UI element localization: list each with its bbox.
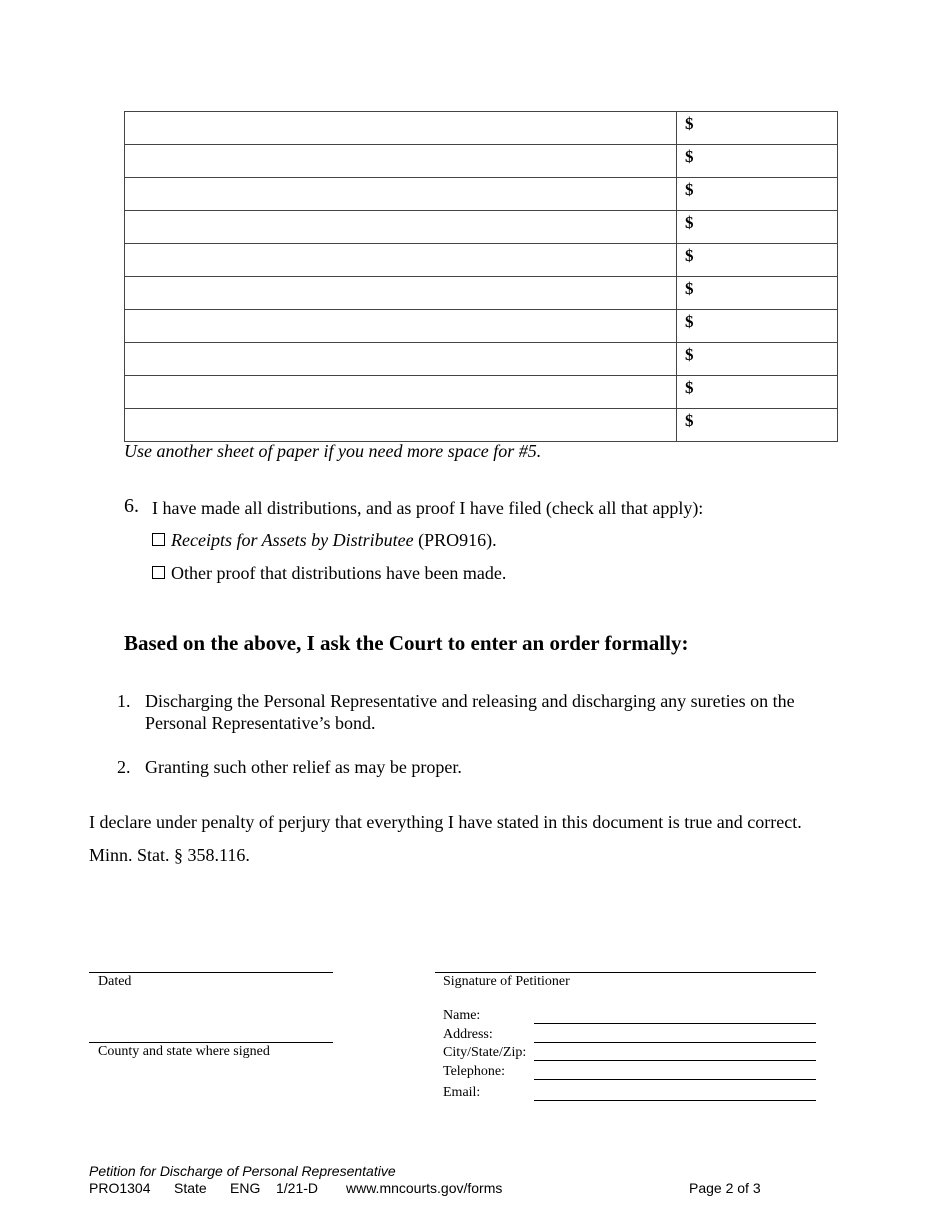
amount-cell[interactable] (677, 211, 838, 244)
currency-symbol: $ (685, 147, 694, 166)
footer-form-title: Petition for Discharge of Personal Representative (89, 1163, 396, 1179)
amount-cell[interactable] (677, 277, 838, 310)
currency-symbol: $ (685, 312, 694, 331)
declaration-text: I declare under penalty of perjury that everything I have stated in this document is true and correct. (89, 812, 802, 832)
footer-page-number: Page 2 of 3 (689, 1180, 761, 1196)
table-note: Use another sheet of paper if you need more space for #5. (124, 441, 542, 461)
email-label: Email: (443, 1085, 481, 1100)
currency-symbol: $ (685, 279, 694, 298)
checkbox-option-other-proof[interactable] (152, 563, 506, 584)
checkbox[interactable] (152, 533, 165, 546)
amount-cell[interactable] (677, 409, 838, 442)
item-number: 6. (124, 495, 139, 517)
county-line[interactable] (89, 1042, 333, 1043)
telephone-label: Telephone: (443, 1064, 505, 1079)
signature-label: Signature of Petitioner (443, 974, 570, 989)
currency-symbol: $ (685, 378, 694, 397)
address-label: Address: (443, 1027, 493, 1042)
section-heading: Based on the above, I ask the Court to enter an order formally: (124, 631, 689, 655)
description-cell[interactable] (125, 178, 677, 211)
currency-symbol: $ (685, 345, 694, 364)
table-row (125, 277, 838, 310)
table-row (125, 211, 838, 244)
description-cell[interactable] (125, 310, 677, 343)
table-row (125, 343, 838, 376)
distribution-table (124, 111, 838, 442)
description-cell[interactable] (125, 211, 677, 244)
name-label: Name: (443, 1008, 481, 1023)
table-row (125, 409, 838, 442)
footer-revision: 1/21-D (276, 1180, 319, 1196)
description-cell[interactable] (125, 277, 677, 310)
table-row (125, 112, 838, 145)
description-cell[interactable] (125, 244, 677, 277)
order-item-number: 1. (117, 691, 131, 711)
checkbox-option-receipts[interactable] (152, 530, 497, 551)
description-cell[interactable] (125, 409, 677, 442)
email-field[interactable] (534, 1100, 816, 1101)
footer-jurisdiction: State (174, 1180, 207, 1196)
option-label: (PRO916). (413, 530, 497, 550)
option-label: Other proof that distributions have been made. (171, 563, 507, 583)
currency-symbol: $ (685, 213, 694, 232)
footer-language: ENG (230, 1180, 261, 1196)
currency-symbol: $ (685, 114, 694, 133)
amount-cell[interactable] (677, 310, 838, 343)
table-row (125, 310, 838, 343)
footer-website: www.mncourts.gov/forms (346, 1180, 503, 1196)
dated-line[interactable] (89, 972, 333, 973)
name-field[interactable] (534, 1023, 816, 1024)
description-cell[interactable] (125, 112, 677, 145)
table-row (125, 376, 838, 409)
city-state-zip-field[interactable] (534, 1060, 816, 1061)
description-cell[interactable] (125, 343, 677, 376)
city-state-zip-label: City/State/Zip: (443, 1045, 527, 1060)
currency-symbol: $ (685, 246, 694, 265)
description-cell[interactable] (125, 145, 677, 178)
address-field[interactable] (534, 1042, 816, 1043)
checkbox[interactable] (152, 566, 165, 579)
amount-cell[interactable] (677, 112, 838, 145)
amount-cell[interactable] (677, 244, 838, 277)
currency-symbol: $ (685, 180, 694, 199)
signature-line[interactable] (435, 972, 816, 973)
amount-cell[interactable] (677, 178, 838, 211)
telephone-field[interactable] (534, 1079, 816, 1080)
statute-citation: Minn. Stat. § 358.116. (89, 845, 250, 865)
item-text: I have made all distributions, and as proof I have filed (check all that apply): (152, 498, 704, 518)
county-label: County and state where signed (98, 1044, 270, 1059)
option-label-italic: Receipts for Assets by Distributee (171, 530, 414, 550)
order-item-text: Granting such other relief as may be proper. (145, 757, 462, 777)
dated-label: Dated (98, 974, 132, 989)
amount-cell[interactable] (677, 343, 838, 376)
amount-cell[interactable] (677, 376, 838, 409)
order-item-number: 2. (117, 757, 131, 777)
amount-cell[interactable] (677, 145, 838, 178)
table-row (125, 178, 838, 211)
table-row (125, 244, 838, 277)
footer-form-code: PRO1304 (89, 1180, 151, 1196)
currency-symbol: $ (685, 411, 694, 430)
order-item-text: Discharging the Personal Representative and releasing and discharging any sureties on the Personal Representative’s bond. (145, 691, 795, 733)
table-row (125, 145, 838, 178)
description-cell[interactable] (125, 376, 677, 409)
